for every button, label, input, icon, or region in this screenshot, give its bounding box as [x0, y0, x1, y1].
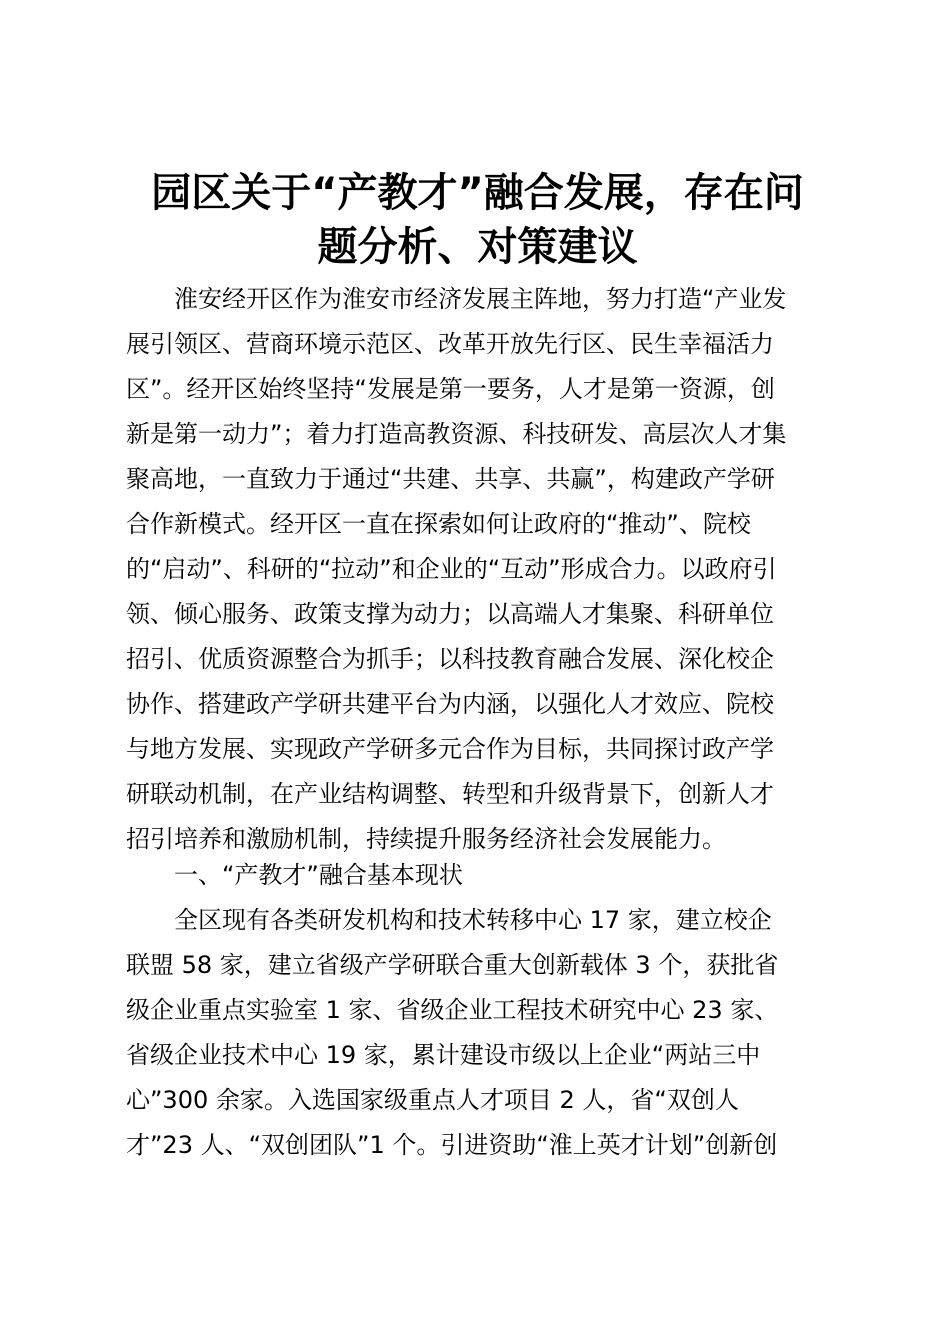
- text-line: 领、倾心服务、政策支撑为动力；以高端人才集聚、科研单位: [126, 600, 774, 628]
- text-line: 联盟 58 家，建立省级产学研联合重大创新载体 3 个，获批省: [126, 951, 779, 979]
- text-line: 新是第一动力”；着力打造高教资源、科技研发、高层次人才集: [126, 420, 787, 448]
- document-title: [120, 166, 835, 274]
- text-line: 招引培养和激励机制，持续提升服务经济社会发展能力。: [126, 825, 726, 853]
- title-line: 题分析、对策建议: [317, 224, 638, 270]
- text-line: 才”23 人、“双创团队”1 个。引进资助“淮上英才计划”创新创: [126, 1131, 778, 1159]
- title-line: 园区关于“产教才”融合发展，存在问: [151, 170, 804, 216]
- text-line: 级企业重点实验室 1 家、省级企业工程技术研究中心 23 家、: [126, 996, 779, 1024]
- text-line: 协作、搭建政产学研共建平台为内涵，以强化人才效应、院校: [126, 690, 774, 718]
- text-line: 招引、优质资源整合为抓手；以科技教育融合发展、深化校企: [126, 645, 774, 673]
- section-heading-text: 一、“产教才”融合基本现状: [174, 861, 463, 889]
- text-line: 合作新模式。经开区一直在探索如何让政府的“推动”、院校: [126, 510, 751, 538]
- text-line: 与地方发展、实现政产学研多元合作为目标，共同探讨政产学: [126, 735, 774, 763]
- text-line: 全区现有各类研发机构和技术转移中心 17 家，建立校企: [174, 906, 772, 934]
- text-line: 淮安经开区作为淮安市经济发展主阵地，努力打造“产业发: [174, 285, 787, 313]
- status-paragraph: [126, 898, 831, 1168]
- section-heading: [126, 853, 831, 898]
- text-line: 展引领区、营商环境示范区、改革开放先行区、民生幸福活力: [126, 330, 774, 358]
- text-line: 心”300 余家。入选国家级重点人才项目 2 人，省“双创人: [126, 1086, 739, 1114]
- text-line: 聚高地，一直致力于通过“共建、共享、共赢”，构建政产学研: [126, 465, 775, 493]
- intro-paragraph: [126, 277, 831, 862]
- text-line: 研联动机制，在产业结构调整、转型和升级背景下，创新人才: [126, 780, 774, 808]
- text-line: 省级企业技术中心 19 家，累计建设市级以上企业“两站三中: [126, 1041, 761, 1069]
- text-line: 区”。经开区始终坚持“发展是第一要务，人才是第一资源，创: [126, 375, 775, 403]
- text-line: 的“启动”、科研的“拉动”和企业的“互动”形成合力。以政府引: [126, 555, 777, 583]
